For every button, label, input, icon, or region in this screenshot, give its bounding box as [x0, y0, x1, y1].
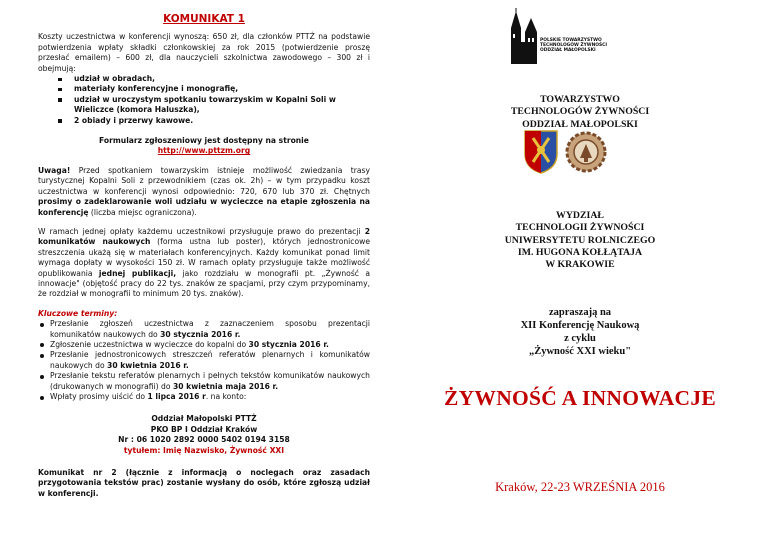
list-item: udział w obradach, [38, 74, 370, 84]
bank-details [38, 414, 370, 456]
organizer-faculty: WYDZIAŁ TECHNOLOGII ŻYWNOŚCI UNIWERSYTETU ROLNICZEGO IM. HUGONA KOŁŁĄTAJA W KRAKOWIE [504, 210, 656, 271]
uwaga-paragraph [38, 166, 370, 218]
text-span-bold: 2 komunikatów naukowych [38, 226, 370, 247]
form-link[interactable]: http://www.pttzm.org [157, 146, 251, 156]
list-item: Wpłaty prosimy uiścić do 1 lipca 2016 r. na konto: [38, 392, 370, 402]
castle-logo-icon [507, 8, 541, 64]
university-crest-icon [524, 130, 558, 174]
list-item: Przesłanie zgłoszeń uczestnictwa z zaznaczeniem sposobu prezentacji komunikatów naukowych do 30 stycznia 2016 r. [38, 319, 370, 340]
text-span: W ramach jednej opłaty każdemu uczestnikowi przysługuje prawo do prezentacji [38, 226, 365, 236]
bank-title-line: tytułem: Imię Nazwisko, Żywność XXI [123, 445, 285, 455]
invitation: zapraszają na XII Konferencję Naukową z cyklu „Żywność XXI wieku" [520, 307, 640, 357]
list-item: 2 obiady i przerwy kawowe. [38, 116, 370, 126]
announcement-title: KOMUNIKAT 1 [163, 13, 245, 25]
bank-line: Oddział Małopolski PTTŻ [151, 414, 257, 424]
costs-intro: Koszty uczestnictwa w konferencji wynoszą: 650 zł, dla członków PTTŻ na podstawie potwierdzenia wpłaty składki członkowskiej za rok 2015 (potwierdzenie proszę przesłać emailem) – 600 zł, dla nauczycieli szkolnictwa zawodowego – 300 zł i obejmują: [38, 32, 370, 73]
key-dates-list [38, 319, 370, 402]
list-item: materiały konferencyjne i monografię, [38, 84, 370, 94]
form-info: Formularz zgłoszeniowy jest dostępny na stronie [99, 136, 309, 146]
uwaga-text: Przed spotkaniem towarzyskim istnieje możliwość zwiedzania trasy turystycznej Kopalni Soli z przewodnikiem (czas ok. 2h) – w tym przypadku koszt uczestnictwa w konferencji wynosi odpowiednio: 720, 670 lub 370 zł. Chętnych [38, 165, 370, 196]
bank-line: Nr : 06 1020 2892 0000 5402 0194 3158 [118, 435, 290, 445]
organizer-society: TOWARZYSTWO TECHNOLOGÓW ŻYWNOŚCI ODDZIAŁ MAŁOPOLSKI [510, 94, 650, 130]
costs-list [38, 74, 370, 126]
final-note: Komunikat nr 2 (łącznie z informacją o noclegach oraz zasadach przygotowania tekstów prac) zostanie wysłany do osób, które zgłoszą udział w konferencji. [38, 468, 370, 498]
list-item: Przesłanie jednostronicowych streszczeń referatów plenarnych i komunikatów naukowych do 30 kwietnia 2016 r. [38, 350, 370, 371]
list-item: Przesłanie tekstu referatów plenarnych i pełnych tekstów komunikatów naukowych (drukowanych w monografii) do 30 kwietnia maja 2016 r. [38, 371, 370, 392]
event-title: ŻYWNOŚĆ A INNOWACJE [443, 386, 717, 410]
uwaga-bold: prosimy o zadeklarowanie woli udziału w wycieczce na etapie zgłoszenia na konferencję [38, 197, 370, 217]
uwaga-label: Uwaga! [38, 165, 71, 175]
faculty-emblem-icon [564, 130, 608, 174]
left-panel [38, 14, 370, 499]
text-span-bold: jednej publikacji, [98, 268, 177, 278]
bank-line: PKO BP I Oddział Kraków [150, 424, 258, 434]
list-item: udział w uroczystym spotkaniu towarzyskim w Kopalni Soli w Wieliczce (komora Haluszka), [38, 95, 370, 116]
right-panel [392, 0, 768, 543]
text-span: jako rozdziału w monografii pt. „Żywność a innowacje" (objętość pracy do 22 tys. znaków ze spacjami, przy czym przypominamy, że rozdział w monografii to minimum 20 tys. znaków). [38, 268, 370, 299]
fee-paragraph [38, 227, 370, 300]
society-logo-text: POLSKIE TOWARZYSTWO TECHNOLOGÓW ŻYWNOŚCI ODDZIAŁ MAŁOPOLSKI [540, 38, 608, 54]
event-date: Kraków, 22-23 WRZEŚNIA 2016 [495, 480, 665, 494]
text-span: (forma ustna lub poster), których jednostronicowe streszczenia ukażą się w materiałach konferencyjnych. Każdy komunikat ponad limit wymaga dopłaty w wysokości 150 zł. W ramach opłaty przysługuje także możliwość opublikowania [38, 237, 370, 278]
key-dates-title: Kluczowe terminy: [38, 308, 118, 318]
list-item: Zgłoszenie uczestnictwa w wycieczce do kopalni do 30 stycznia 2016 r. [38, 340, 370, 350]
uwaga-tail: (liczba miejsc ograniczona). [88, 207, 197, 217]
